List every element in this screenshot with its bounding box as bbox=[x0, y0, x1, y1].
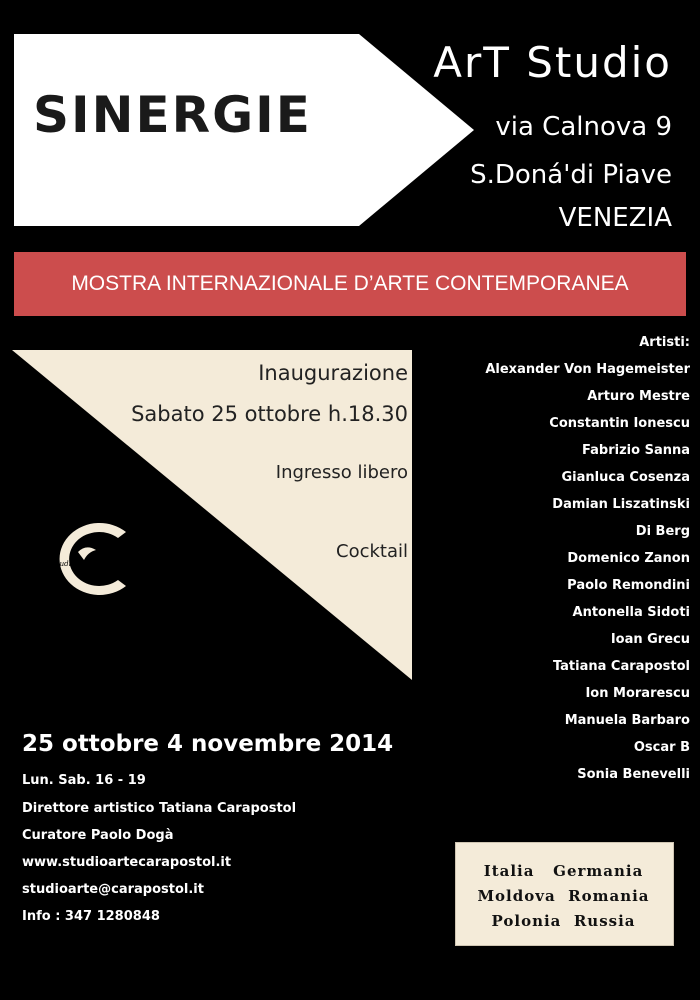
studio-address-street: via Calnova 9 bbox=[495, 112, 672, 142]
artist-name: Antonella Sidoti bbox=[572, 605, 690, 620]
inauguration-datetime: Sabato 25 ottobre h.18.30 bbox=[131, 402, 408, 426]
countries-line-3: Polonia Russia bbox=[491, 912, 636, 930]
studio-name: ArT Studio bbox=[433, 38, 672, 87]
phone-info: Info : 347 1280848 bbox=[22, 909, 160, 924]
artist-name: Alexander Von Hagemeister bbox=[485, 362, 690, 377]
entry-info: Ingresso libero bbox=[275, 462, 408, 483]
artists-heading: Artisti: bbox=[639, 335, 690, 350]
artist-name: Constantin Ionescu bbox=[549, 416, 690, 431]
artist-name: Fabrizio Sanna bbox=[582, 443, 690, 458]
artist-name: Manuela Barbaro bbox=[564, 713, 690, 728]
exhibition-banner-text: MOSTRA INTERNAZIONALE D’ARTE CONTEMPORANEA bbox=[71, 272, 629, 295]
artist-name: Arturo Mestre bbox=[587, 389, 690, 404]
artist-name: Damian Liszatinski bbox=[552, 497, 690, 512]
artist-name: Paolo Remondini bbox=[567, 578, 690, 593]
artist-name: Gianluca Cosenza bbox=[561, 470, 690, 485]
studio-address-city: VENEZIA bbox=[558, 203, 672, 233]
countries-line-2: Moldova Romania bbox=[477, 887, 650, 905]
art-director: Direttore artistico Tatiana Carapostol bbox=[22, 801, 297, 816]
inauguration-label: Inaugurazione bbox=[258, 361, 408, 385]
countries-line-1: Italia Germania bbox=[483, 862, 644, 880]
artist-name: Sonia Benevelli bbox=[577, 767, 690, 782]
studio-address-town: S.Doná'di Piave bbox=[470, 160, 672, 190]
artist-name: Oscar B bbox=[633, 740, 690, 755]
artist-name: Di Berg bbox=[635, 524, 690, 539]
email-link[interactable]: studioarte@carapostol.it bbox=[22, 882, 204, 897]
studio-logo bbox=[38, 522, 130, 596]
logo-text: StudioArTeCarapostol bbox=[52, 560, 130, 568]
curator: Curatore Paolo Dogà bbox=[22, 828, 174, 843]
cocktail-info: Cocktail bbox=[336, 541, 408, 562]
artist-name: Tatiana Carapostol bbox=[552, 659, 690, 674]
event-info-triangle bbox=[12, 350, 412, 680]
studio-logo-icon bbox=[38, 522, 130, 596]
website-link[interactable]: www.studioartecarapostol.it bbox=[22, 855, 232, 870]
artist-name: Domenico Zanon bbox=[567, 551, 690, 566]
artist-name: Ion Morarescu bbox=[585, 686, 690, 701]
artist-name: Ioan Grecu bbox=[610, 632, 690, 647]
poster-title: SINERGIE bbox=[33, 86, 312, 144]
opening-hours: Lun. Sab. 16 - 19 bbox=[22, 773, 146, 788]
exhibition-dates: 25 ottobre 4 novembre 2014 bbox=[22, 731, 394, 757]
